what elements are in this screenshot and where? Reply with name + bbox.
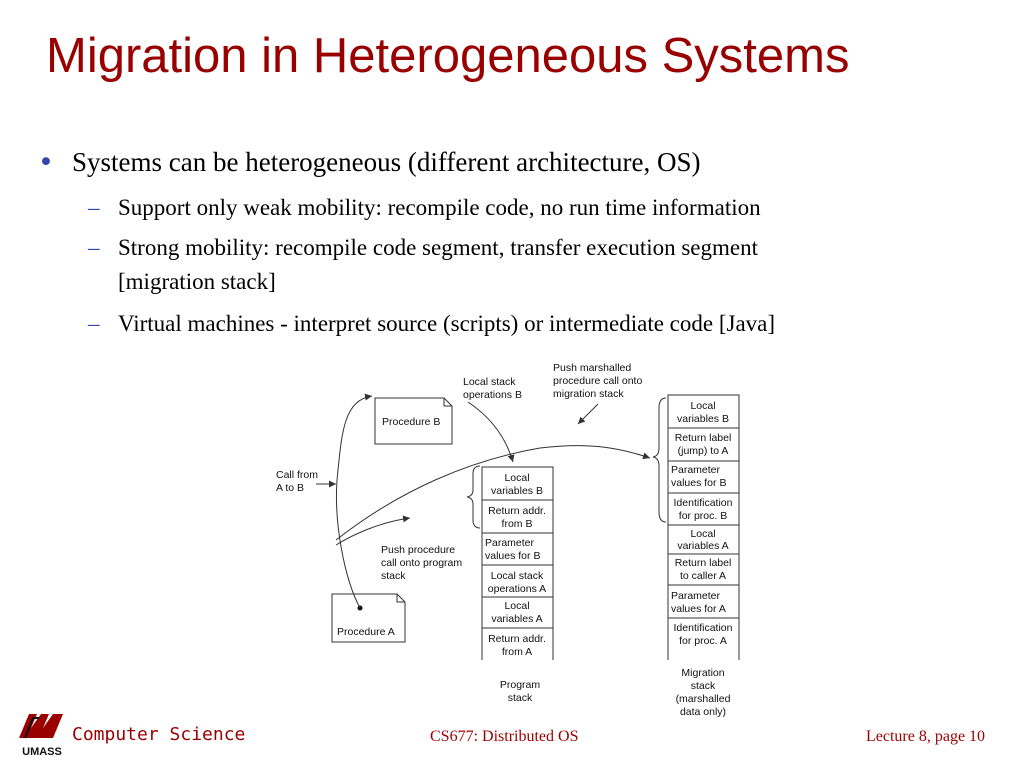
migration-stack-cell-text: Identification: [673, 622, 733, 634]
sub-bullet-dash: –: [88, 311, 100, 336]
procedure-b-label: Procedure B: [382, 416, 441, 428]
program-stack-label-line1: Program: [499, 679, 541, 691]
program-stack-brace: [467, 466, 480, 528]
migration-stack-cell-text: Parameter: [671, 590, 721, 602]
migration-stack-cell-text: for proc. A: [679, 635, 727, 647]
sub-bullet-strong-mobility-cont: [migration stack]: [118, 269, 276, 294]
migration-stack-cell-text: values for A: [671, 603, 726, 615]
migration-stack-cell-text: Local: [690, 400, 716, 412]
program-stack: [482, 467, 553, 660]
call-arrow: [337, 396, 372, 608]
migration-stack-cell-text: variables B: [677, 413, 729, 425]
program-stack-cell-text: Local: [504, 472, 530, 484]
program-stack-label-line2: stack: [507, 692, 533, 704]
program-stack-cell-text: Local: [504, 600, 530, 612]
migration-stack-cell-text: variables A: [677, 540, 729, 552]
migration-stack-label-line4: data only): [679, 706, 727, 718]
push-marshalled-pointer: [578, 404, 598, 424]
push-procedure-line1: Push procedure: [381, 544, 456, 556]
program-stack-cell-text: Return addr.: [488, 505, 546, 517]
sub-bullet-dash: –: [88, 235, 100, 260]
bullet-marker: •: [38, 147, 54, 178]
local-stack-ops-b-line1: Local stack: [463, 376, 516, 388]
program-stack-cell-text: Return addr.: [488, 633, 546, 645]
umass-logo: [15, 708, 69, 758]
program-stack-cell-text: Local stack: [490, 570, 544, 582]
slide-title: Migration in Heterogeneous Systems: [46, 29, 850, 83]
migration-stack: [668, 395, 739, 660]
call-from-line2: A to B: [276, 482, 305, 494]
push-procedure-line3: stack: [381, 570, 406, 582]
course-label: CS677: Distributed OS: [430, 728, 579, 745]
department-label: Computer Science: [72, 724, 246, 745]
bullet-main: Systems can be heterogeneous (different architecture, OS): [72, 147, 701, 177]
local-stack-ops-b-line2: operations B: [463, 389, 522, 401]
call-from-line1: Call from: [276, 469, 319, 481]
migration-stack-cell-text: Local: [690, 528, 716, 540]
program-stack-cell-text: operations A: [487, 583, 547, 595]
migration-stack-cell-text: to caller A: [679, 570, 727, 582]
push-marshalled-line1: Push marshalled: [553, 362, 632, 374]
program-stack-cell-text: values for B: [485, 550, 541, 562]
migration-stack-label-line3: (marshalled: [675, 693, 731, 705]
program-stack-cell-text: from A: [501, 646, 533, 658]
program-stack-cell-text: Parameter: [485, 537, 535, 549]
page-number: Lecture 8, page 10: [866, 728, 986, 745]
migration-stack-cell-text: for proc. B: [678, 510, 728, 522]
program-stack-cell-text: variables A: [491, 613, 543, 625]
migration-stack-brace: [653, 398, 666, 522]
local-stack-ops-arrow: [468, 402, 513, 462]
migration-stack-cell-text: Parameter: [671, 464, 721, 476]
sub-bullet-virtual-machines: Virtual machines - interpret source (scripts) or intermediate code [Java]: [118, 311, 776, 336]
procedure-a-label: Procedure A: [337, 626, 395, 638]
migration-stack-cell-text: values for B: [671, 477, 727, 489]
program-stack-cell-text: from B: [501, 518, 533, 530]
push-procedure-line2: call onto program: [381, 557, 463, 569]
migration-stack-label-line2: stack: [690, 680, 716, 692]
umass-logo-text: UMASS: [22, 746, 62, 758]
migration-stack-cell-text: Identification: [673, 497, 733, 509]
sub-bullet-strong-mobility: Strong mobility: recompile code segment, transfer execution segment: [118, 235, 758, 260]
migration-stack-cell-text: Return label: [674, 432, 732, 444]
sub-bullet-dash: –: [88, 195, 100, 220]
migration-stack-cell-text: (jump) to A: [677, 445, 729, 457]
migration-stack-label-line1: Migration: [681, 667, 725, 679]
sub-bullet-weak-mobility: Support only weak mobility: recompile code, no run time information: [118, 195, 761, 220]
migration-stack-cell-text: Return label: [674, 557, 732, 569]
push-marshalled-line3: migration stack: [553, 388, 624, 400]
program-stack-cell-text: variables B: [491, 485, 543, 497]
push-marshalled-line2: procedure call onto: [553, 375, 643, 387]
